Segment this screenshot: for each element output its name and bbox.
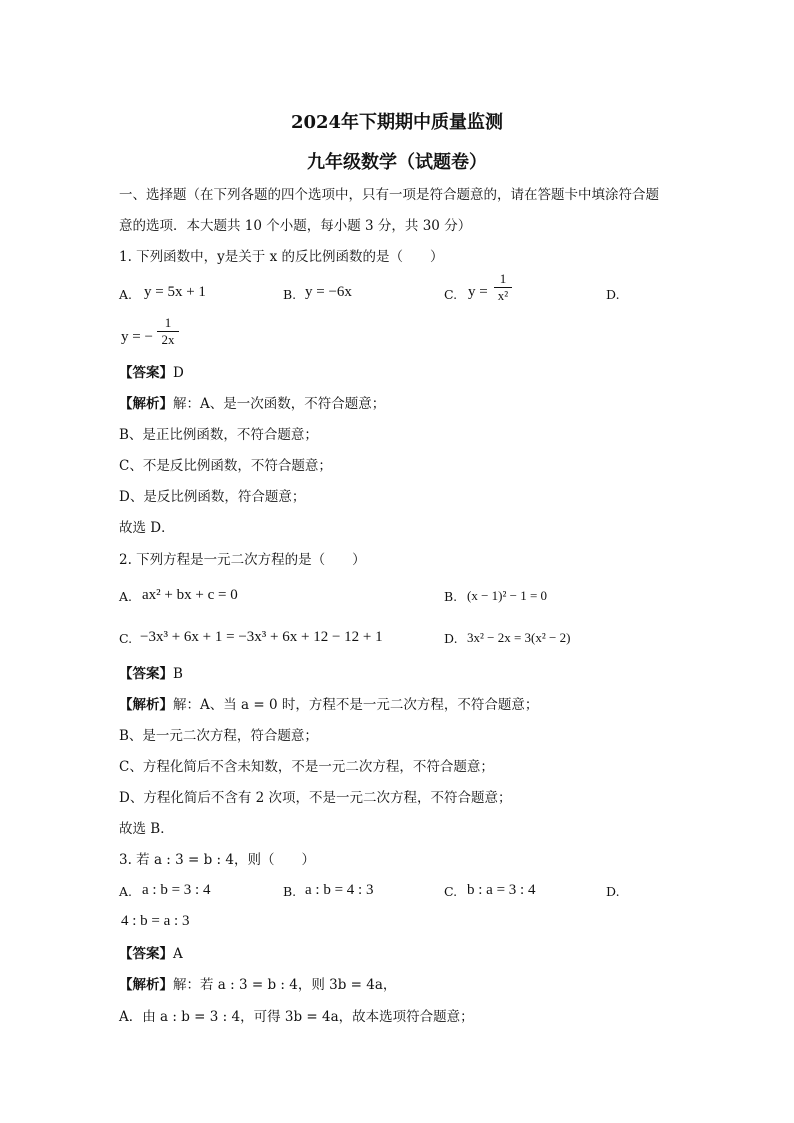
q3-answer-value: A bbox=[173, 946, 183, 962]
analysis-tag: 【解析】 bbox=[119, 977, 173, 993]
q2-analysis-3: C、方程化简后不含未知数，不是一元二次方程，不符合题意； bbox=[119, 759, 494, 775]
answer-tag: 【答案】 bbox=[119, 365, 173, 381]
answer-tag: 【答案】 bbox=[119, 666, 173, 682]
q2-stem: 2. 下列方程是一元二次方程的是（ ） bbox=[119, 552, 366, 568]
q1-answer bbox=[119, 364, 184, 382]
section-instruction-line1: 一、选择题（在下列各题的四个选项中，只有一项是符合题意的，请在答题卡中填涂符合题 bbox=[119, 187, 659, 203]
q1-option-c-label: C. bbox=[444, 287, 458, 302]
q2-answer bbox=[119, 665, 183, 683]
q1-option-b-expr: y = −6x bbox=[305, 284, 352, 300]
q3-analysis-2: A．由 a : b = 3 : 4，可得 3b = 4a，故本选项符合题意； bbox=[119, 1009, 474, 1025]
q3-stem: 3. 若 a : 3 = b : 4，则（ ） bbox=[119, 852, 315, 868]
q1-option-c-lhs: y = bbox=[468, 284, 488, 300]
exam-title: 2024年下期期中质量监测 bbox=[290, 112, 504, 133]
q1-option-c-numerator: 1 bbox=[499, 271, 507, 286]
q1-option-a-expr: y = 5x + 1 bbox=[144, 284, 206, 300]
q1-analysis-4: D、是反比例函数，符合题意； bbox=[119, 489, 306, 505]
q2-option-a-label: A. bbox=[119, 589, 133, 604]
q3-option-d-label: D. bbox=[606, 884, 620, 899]
analysis-tag: 【解析】 bbox=[119, 396, 173, 412]
analysis-tag: 【解析】 bbox=[119, 697, 173, 713]
q2-option-c-expr: −3x³ + 6x + 1 = −3x³ + 6x + 12 − 12 + 1 bbox=[140, 629, 383, 645]
q1-stem: 1. 下列函数中，y是关于 x 的反比例函数的是（ ） bbox=[119, 249, 444, 265]
q3-option-b-expr: a : b = 4 : 3 bbox=[305, 882, 374, 898]
q2-analysis-1 bbox=[119, 696, 538, 714]
q2-option-d-label: D. bbox=[444, 631, 458, 646]
q2-option-b-label: B. bbox=[444, 589, 458, 604]
q1-option-a-label: A. bbox=[119, 287, 133, 302]
q3-analysis-1 bbox=[119, 976, 396, 994]
q1-analysis-1 bbox=[119, 395, 385, 413]
q1-option-c-fraction bbox=[494, 272, 512, 303]
q3-option-c-expr: b : a = 3 : 4 bbox=[467, 882, 536, 898]
q3-option-d-expr: 4 : b = a : 3 bbox=[121, 913, 190, 929]
q3-analysis-1-text: 解：若 a : 3 = b : 4，则 3b = 4a， bbox=[173, 977, 397, 993]
q3-option-b-label: B. bbox=[283, 884, 297, 899]
q1-option-d-denominator: 2x bbox=[161, 332, 175, 347]
exam-subtitle: 九年级数学（试题卷） bbox=[307, 152, 487, 173]
q3-option-a-expr: a : b = 3 : 4 bbox=[142, 882, 211, 898]
q2-answer-value: B bbox=[173, 666, 183, 682]
answer-tag: 【答案】 bbox=[119, 946, 173, 962]
q3-option-a-label: A. bbox=[119, 884, 133, 899]
q1-answer-value: D bbox=[173, 365, 184, 381]
q1-conclusion: 故选 D． bbox=[119, 520, 175, 536]
q2-option-a-expr: ax² + bx + c = 0 bbox=[142, 587, 238, 603]
q1-option-d-label: D. bbox=[606, 287, 620, 302]
q1-option-c-denominator: x² bbox=[497, 288, 509, 303]
q1-option-b-label: B. bbox=[283, 287, 297, 302]
q1-analysis-3: C、不是反比例函数，不符合题意； bbox=[119, 458, 332, 474]
q3-answer bbox=[119, 945, 183, 963]
q1-option-d-numerator: 1 bbox=[164, 315, 172, 330]
q1-analysis-1-text: 解：A、是一次函数，不符合题意； bbox=[173, 396, 386, 412]
q2-analysis-1-text: 解：A、当 a = 0 时，方程不是一元二次方程，不符合题意； bbox=[173, 697, 539, 713]
q2-conclusion: 故选 B． bbox=[119, 821, 174, 837]
q1-option-d-lhs: y = − bbox=[121, 329, 153, 345]
q2-option-d-expr: 3x² − 2x = 3(x² − 2) bbox=[467, 630, 571, 645]
section-instruction-line2: 意的选项．本大题共 10 个小题，每小题 3 分，共 30 分） bbox=[119, 218, 472, 234]
q2-analysis-4: D、方程化简后不含有 2 次项，不是一元二次方程，不符合题意； bbox=[119, 790, 512, 806]
q2-option-c-label: C. bbox=[119, 631, 133, 646]
q1-analysis-2: B、是正比例函数，不符合题意； bbox=[119, 427, 318, 443]
q3-option-c-label: C. bbox=[444, 884, 458, 899]
q1-option-d-fraction bbox=[157, 316, 179, 347]
q2-option-b-expr: (x − 1)² − 1 = 0 bbox=[467, 588, 548, 603]
q2-analysis-2: B、是一元二次方程，符合题意； bbox=[119, 728, 318, 744]
